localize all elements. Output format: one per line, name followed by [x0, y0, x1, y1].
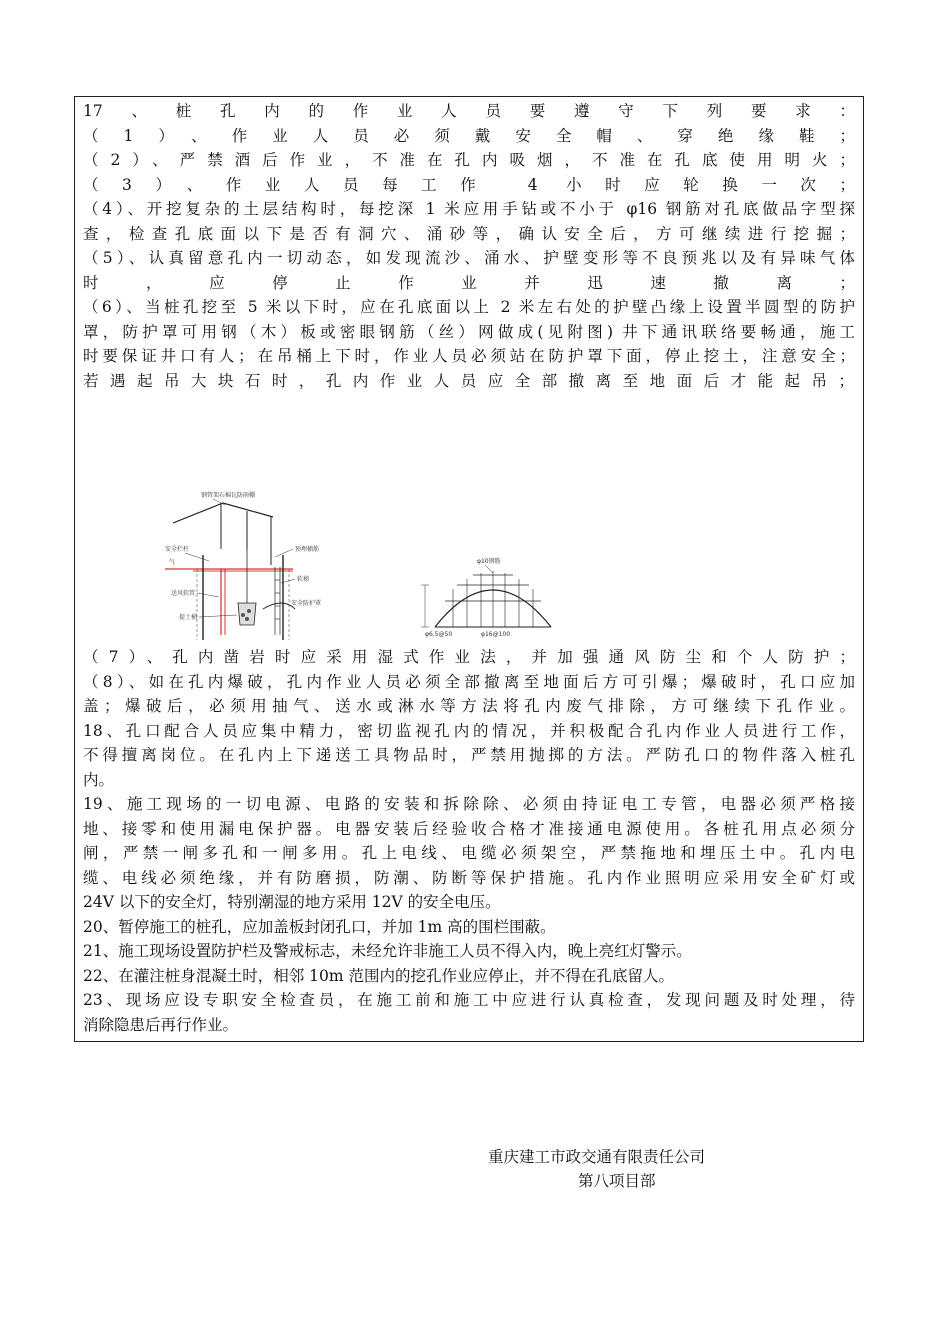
line-17-8b: 盖；爆破后，必须用抽气、送水或淋水等方法将孔内废气排除，方可继续下孔作业。	[83, 697, 855, 715]
line-17-5b: 时，应停止作业并迅速撤离；	[83, 273, 855, 292]
line-17-6d: 若遇起吊大块石时，孔内作业人员应全部撤离至地面后才能起吊；	[83, 371, 855, 390]
line-17-6c: 时要保证井口有人；在吊桶上下时，作业人员必须站在防护罩下面，停止挖土，注意安全；	[83, 347, 855, 365]
label-hose: 送风软管	[171, 590, 196, 597]
line-17-1: （1）、作业人员必须戴安全帽、穿绝缘鞋；	[83, 126, 855, 145]
line-23b: 消除隐患后再行作业。	[83, 1015, 239, 1034]
line-19c: 闸，严禁一闸多孔和一闸多用。孔上电线、电缆必须架空，严禁拖地和埋压土中。孔内电	[83, 844, 855, 862]
line-20: 20、暂停施工的桩孔，应加盖板封闭孔口，并加 1m 高的围栏围蔽。	[83, 917, 556, 936]
protective-cover-diagram	[163, 485, 563, 645]
line-19e: 24V 以下的安全灯，特别潮湿的地方采用 12V 的安全电压。	[83, 893, 501, 911]
line-17-7: （7）、孔内凿岩时应采用湿式作业法，并加强通风防尘和个人防护；	[83, 648, 855, 666]
footer-company: 重庆建工市政交通有限责任公司	[488, 1148, 706, 1166]
line-17-6a: （6）、当桩孔挖至 5 米以下时，应在孔底面以上 2 米左右处的护壁凸缘上设置半圆型的防护	[83, 298, 855, 316]
footer-department: 第八项目部	[578, 1172, 656, 1190]
line-17-8a: （8）、如在孔内爆破，孔内作业人员必须全部撤离至地面后方可引爆；爆破时，孔口应加	[83, 672, 855, 691]
label-rail: 安全栏杆	[165, 546, 190, 553]
line-19d: 缆、电线必须绝缘，并有防磨损，防潮、防断等保护措施。孔内作业照明应采用安全矿灯或	[83, 868, 855, 887]
line-22: 22、在灌注桩身混凝土时，相邻 10m 范围内的挖孔作业应停止，并不得在孔底留人。	[83, 966, 675, 985]
line-17-5a: （5）、认真留意孔内一切动态，如发现流沙、涌水、护壁变形等不良预兆以及有异味气体	[83, 249, 855, 267]
line-18c: 内。	[83, 770, 115, 789]
label-dim2: φ16@100	[481, 631, 511, 638]
label-dim1: φ6.5@50	[425, 631, 453, 638]
content-frame	[74, 96, 864, 1042]
line-23a: 23、现场应设专职安全检查员，在施工前和施工中应进行认真检查，发现问题及时处理，待	[83, 991, 855, 1009]
line-17-title: 17、桩孔内的作业人员要遵守下列要求：	[83, 102, 855, 120]
label-shed: 钢管架石棉瓦防雨棚	[201, 492, 256, 499]
line-17-2: （2）、严禁酒后作业，不准在孔内吸烟，不准在孔底使用明火；	[83, 151, 855, 169]
line-18a: 18、孔口配合人员应集中精力，密切监视孔内的情况，并积极配合孔内作业人员进行工作，	[83, 721, 855, 740]
line-19a: 19、施工现场的一切电源、电路的安装和拆除除、必须由持证电工专管，电器必须严格接	[83, 795, 855, 813]
line-17-4a: （4）、开挖复杂的土层结构时，每挖深 1 米应用手钻或不小于 φ16 钢筋对孔底做品字型探	[83, 200, 855, 218]
label-ladder: 软梯	[297, 576, 310, 583]
label-marker: 气	[169, 559, 176, 566]
label-rebar: φ10钢筋	[477, 558, 501, 565]
line-17-3: （3）、作业人员每工作 4 小时应轮换一次；	[83, 175, 855, 194]
line-17-6b: 罩，防护罩可用钢（木）板或密眼钢筋（丝）网做成(见附图) 井下通讯联络要畅通，施工	[83, 322, 855, 341]
line-19b: 地、接零和使用漏电保护器。电器安装后经验收合格才准接通电源使用。各桩孔用点必须分	[83, 819, 855, 838]
label-cover: 安全防护罩	[291, 600, 322, 607]
label-bucket: 提土桶	[179, 614, 198, 621]
line-18b: 不得擅离岗位。在孔内上下递送工具物品时，严禁用抛掷的方法。严防孔口的物件落入桩孔	[83, 746, 855, 764]
line-21: 21、施工现场设置防护栏及警戒标志，未经允许非施工人员不得入内，晚上亮红灯警示。	[83, 942, 692, 960]
label-embed: 预埋插筋	[295, 546, 320, 553]
line-17-4b: 查，检查孔底面以下是否有洞穴、涌砂等，确认安全后，方可继续进行挖掘；	[83, 224, 855, 243]
